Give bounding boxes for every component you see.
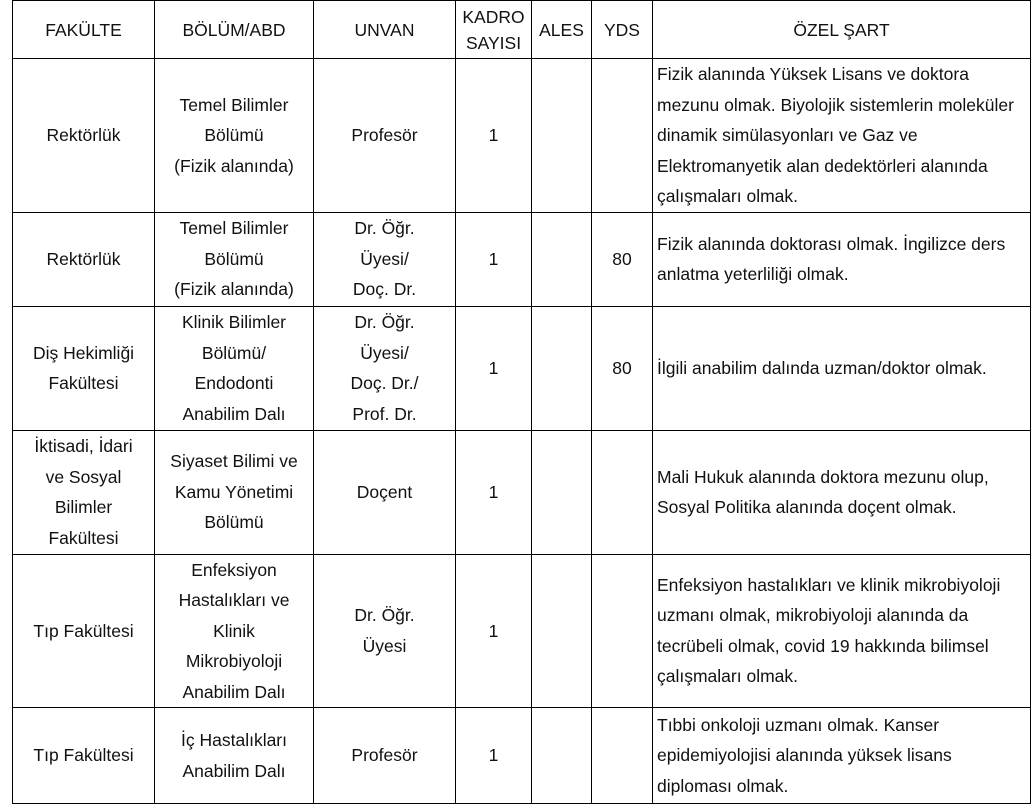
fakulte-cell xyxy=(13,708,155,804)
kadro-cell: 1 xyxy=(456,59,532,213)
kadro-cell: 1 xyxy=(456,212,532,306)
ozel-sart-cell-line: İlgili anabilim dalında uzman/doktor olmak. xyxy=(657,357,987,378)
unvan-cell-line: Doç. Dr./ xyxy=(350,373,419,393)
ozel-sart-cell-line: mezunu olmak. Biyolojik sistemlerin moleküler xyxy=(657,94,1014,115)
unvan-cell-line: Üyesi xyxy=(362,635,407,656)
yds-cell xyxy=(592,554,653,708)
ozel-sart-cell-line: tecrübeli olmak, covid 19 hakkında bilimsel xyxy=(657,635,989,656)
bolum-cell-line: Kamu Yönetimi xyxy=(174,481,294,502)
unvan-cell-line: Dr. Öğr. xyxy=(354,605,415,626)
ozel-sart-cell-line: Sosyal Politika alanında doçent olmak. xyxy=(657,497,957,517)
yds-cell xyxy=(592,59,653,213)
unvan-cell-line: Dr. Öğr. xyxy=(354,312,415,332)
ozel-sart-cell-line: Tıbbi onkoloji uzmanı olmak. Kanser xyxy=(657,714,940,735)
ozel-sart-cell-line: diploması olmak. xyxy=(657,775,789,796)
ozel-sart-cell xyxy=(653,212,1031,306)
fakulte-cell-line: Bilimler xyxy=(54,497,113,517)
ozel-sart-cell-line: Fizik alanında doktorası olmak. İngilizce ders xyxy=(657,233,1006,254)
bolum-cell-line: Endodonti xyxy=(194,373,274,393)
header-kadro-line1: KADRO xyxy=(462,6,525,27)
bolum-cell-line: (Fizik alanında) xyxy=(174,279,294,300)
unvan-cell-line: Üyesi/ xyxy=(360,342,409,363)
bolum-cell-line: Temel Bilimler xyxy=(179,218,289,239)
unvan-cell-line: Üyesi/ xyxy=(360,248,409,269)
ales-cell xyxy=(532,708,592,804)
header-yds: YDS xyxy=(592,1,653,59)
fakulte-cell xyxy=(13,554,155,708)
table-row xyxy=(13,306,1031,430)
ozel-sart-cell xyxy=(653,59,1031,213)
bolum-cell-line: Bölümü xyxy=(204,125,264,145)
bolum-cell-line: Temel Bilimler xyxy=(179,94,289,115)
bolum-cell xyxy=(155,708,314,804)
table-row xyxy=(13,430,1031,554)
ozel-sart-cell-line: Enfeksiyon hastalıkları ve klinik mikrobiyoloji xyxy=(657,574,1001,595)
ozel-sart-cell xyxy=(653,430,1031,554)
bolum-cell-line: Mikrobiyoloji xyxy=(185,651,283,671)
bolum-cell-line: Klinik Bilimler xyxy=(181,312,287,332)
fakulte-cell xyxy=(13,212,155,306)
fakulte-cell-line: ve Sosyal xyxy=(45,466,122,487)
bolum-cell-line: Bölümü xyxy=(204,248,264,269)
ozel-sart-cell-line: Elektromanyetik alan dedektörleri alanında xyxy=(657,155,988,176)
bolum-cell-line: Anabilim Dalı xyxy=(182,760,286,781)
yds-cell: 80 xyxy=(592,212,653,306)
fakulte-cell-line: Tıp Fakültesi xyxy=(33,745,134,766)
ozel-sart-cell-line: anlatma yeterliliği olmak. xyxy=(657,264,849,284)
unvan-cell-line: Doç. Dr. xyxy=(352,279,417,300)
header-kadro-sayisi xyxy=(456,1,532,59)
table-row xyxy=(13,212,1031,306)
ozel-sart-cell-line: Fizik alanında Yüksek Lisans ve doktora xyxy=(657,64,969,84)
fakulte-cell-line: Diş Hekimliği xyxy=(32,342,135,363)
table-row xyxy=(13,708,1031,804)
fakulte-cell-line: Tıp Fakültesi xyxy=(33,620,134,641)
bolum-cell-line: Klinik xyxy=(213,620,255,641)
unvan-cell-line: Prof. Dr. xyxy=(352,403,417,424)
bolum-cell-line: Bölümü xyxy=(204,512,264,533)
ozel-sart-cell xyxy=(653,708,1031,804)
ozel-sart-cell-line: epidemiyolojisi alanında yüksek lisans xyxy=(657,745,952,766)
ales-cell xyxy=(532,59,592,213)
header-unvan: UNVAN xyxy=(314,1,456,59)
fakulte-cell-line: Fakültesi xyxy=(48,373,119,393)
header-fakulte: FAKÜLTE xyxy=(13,1,155,59)
unvan-cell-line: Profesör xyxy=(351,125,418,145)
bolum-cell-line: Anabilim Dalı xyxy=(182,403,286,424)
ales-cell xyxy=(532,430,592,554)
bolum-cell xyxy=(155,554,314,708)
ozel-sart-cell-line: çalışmaları olmak. xyxy=(657,666,799,687)
ales-cell xyxy=(532,306,592,430)
unvan-cell xyxy=(314,212,456,306)
fakulte-cell xyxy=(13,59,155,213)
fakulte-cell-line: Fakültesi xyxy=(48,527,119,548)
unvan-cell-line: Profesör xyxy=(351,745,418,766)
header-ozel-sart: ÖZEL ŞART xyxy=(653,1,1031,59)
ales-cell xyxy=(532,554,592,708)
fakulte-cell xyxy=(13,306,155,430)
unvan-cell xyxy=(314,708,456,804)
unvan-cell-line: Dr. Öğr. xyxy=(354,218,415,239)
bolum-cell-line: İç Hastalıkları xyxy=(181,730,287,750)
bolum-cell xyxy=(155,212,314,306)
table-body xyxy=(13,59,1031,804)
kadro-cell: 1 xyxy=(456,708,532,804)
kadro-table xyxy=(12,0,1031,804)
header-bolum: BÖLÜM/ABD xyxy=(155,1,314,59)
bolum-cell xyxy=(155,306,314,430)
ales-cell xyxy=(532,212,592,306)
unvan-cell xyxy=(314,430,456,554)
ozel-sart-cell xyxy=(653,306,1031,430)
unvan-cell-line: Doçent xyxy=(356,481,413,502)
bolum-cell xyxy=(155,59,314,213)
unvan-cell xyxy=(314,306,456,430)
unvan-cell xyxy=(314,59,456,213)
ozel-sart-cell-line: dinamik simülasyonları ve Gaz ve xyxy=(657,125,918,145)
ozel-sart-cell-line: Mali Hukuk alanında doktora mezunu olup, xyxy=(657,466,989,487)
header-kadro-line2: SAYISI xyxy=(465,32,522,53)
header-row xyxy=(13,1,1031,59)
fakulte-cell-line: Rektörlük xyxy=(46,125,121,145)
bolum-cell-line: Enfeksiyon xyxy=(191,559,277,580)
ozel-sart-cell-line: çalışmaları olmak. xyxy=(657,186,799,206)
ozel-sart-cell-line: uzmanı olmak, mikrobiyoloji alanında da xyxy=(657,605,969,626)
fakulte-cell-line: İktisadi, İdari xyxy=(34,436,133,456)
bolum-cell xyxy=(155,430,314,554)
bolum-cell-line: Siyaset Bilimi ve xyxy=(170,451,298,472)
kadro-cell: 1 xyxy=(456,554,532,708)
fakulte-cell xyxy=(13,430,155,554)
yds-cell xyxy=(592,430,653,554)
yds-cell: 80 xyxy=(592,306,653,430)
bolum-cell-line: Hastalıkları ve xyxy=(178,590,290,610)
header-ales: ALES xyxy=(532,1,592,59)
yds-cell xyxy=(592,708,653,804)
kadro-cell: 1 xyxy=(456,430,532,554)
bolum-cell-line: Anabilim Dalı xyxy=(182,681,286,702)
unvan-cell xyxy=(314,554,456,708)
bolum-cell-line: Bölümü/ xyxy=(201,342,267,363)
table-row xyxy=(13,59,1031,213)
fakulte-cell-line: Rektörlük xyxy=(46,248,121,269)
table-row xyxy=(13,554,1031,708)
bolum-cell-line: (Fizik alanında) xyxy=(174,155,294,176)
kadro-cell: 1 xyxy=(456,306,532,430)
ozel-sart-cell xyxy=(653,554,1031,708)
